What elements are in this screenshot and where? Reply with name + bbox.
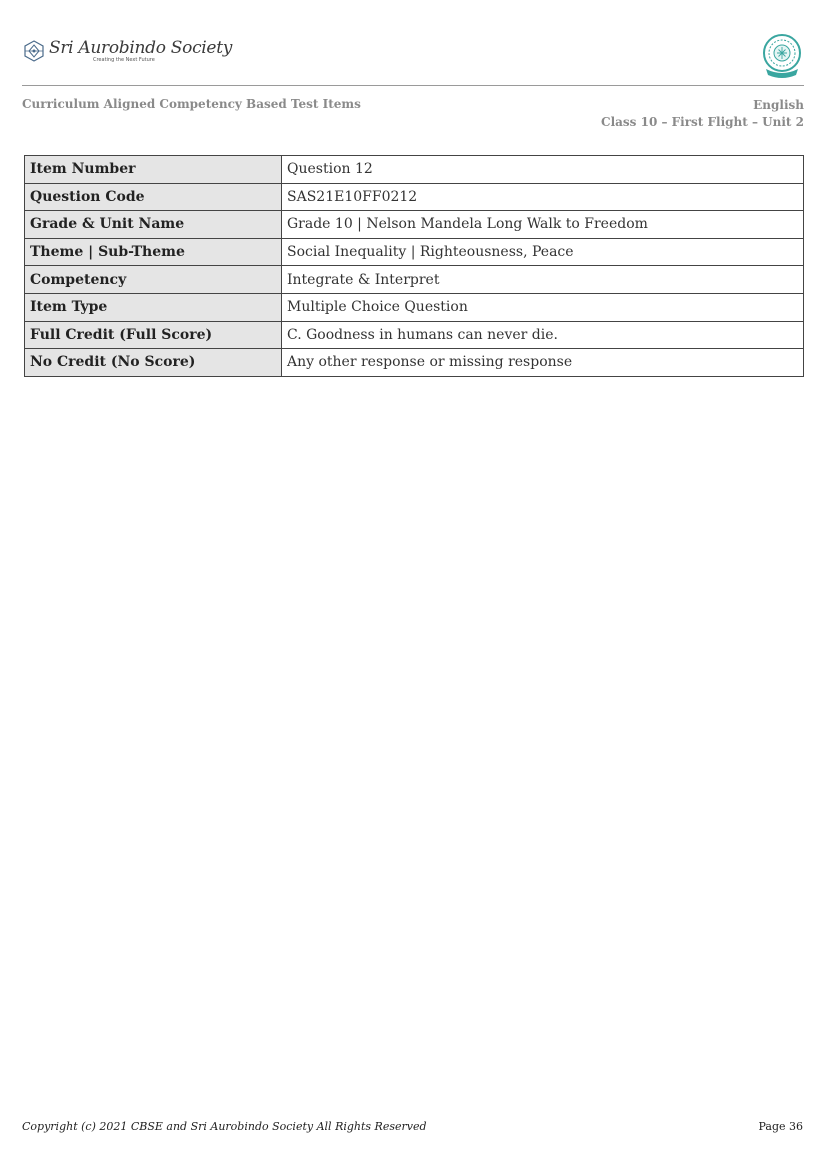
item-metadata-table: [24, 155, 804, 377]
table-row: [25, 238, 804, 266]
row-value: SAS21E10FF0212: [282, 183, 804, 211]
row-value: Any other response or missing response: [282, 349, 804, 377]
header-subject-block: [601, 97, 804, 131]
document-title: Curriculum Aligned Competency Based Test Items: [22, 97, 361, 111]
row-label: Full Credit (Full Score): [25, 321, 282, 349]
cbse-seal-icon: [760, 33, 804, 81]
table-row: [25, 293, 804, 321]
row-label: Theme | Sub-Theme: [25, 238, 282, 266]
copyright-notice: Copyright (c) 2021 CBSE and Sri Aurobindo Society All Rights Reserved: [22, 1120, 427, 1133]
row-label: No Credit (No Score): [25, 349, 282, 377]
row-label: Question Code: [25, 183, 282, 211]
row-value: Grade 10 | Nelson Mandela Long Walk to Freedom: [282, 211, 804, 239]
table-row: [25, 211, 804, 239]
logo-tagline: Creating the Next Future: [93, 56, 155, 63]
row-label: Grade & Unit Name: [25, 211, 282, 239]
table-row: [25, 266, 804, 294]
row-label: Competency: [25, 266, 282, 294]
society-emblem-icon: [22, 39, 46, 63]
page-number: Page 36: [758, 1120, 803, 1133]
table-row: [25, 349, 804, 377]
row-label: Item Type: [25, 293, 282, 321]
table-row: [25, 183, 804, 211]
row-value: Integrate & Interpret: [282, 266, 804, 294]
row-value: Question 12: [282, 156, 804, 184]
sri-aurobindo-society-logo: [22, 34, 232, 68]
header-divider: [22, 85, 804, 86]
subject-label: English: [753, 98, 804, 112]
class-unit-label: Class 10 – First Flight – Unit 2: [601, 115, 804, 129]
logo-name: Sri Aurobindo Society: [49, 37, 233, 58]
table-row: [25, 156, 804, 184]
row-label: Item Number: [25, 156, 282, 184]
item-metadata-body: [25, 156, 804, 377]
table-row: [25, 321, 804, 349]
row-value: Social Inequality | Righteousness, Peace: [282, 238, 804, 266]
row-value: Multiple Choice Question: [282, 293, 804, 321]
row-value: C. Goodness in humans can never die.: [282, 321, 804, 349]
